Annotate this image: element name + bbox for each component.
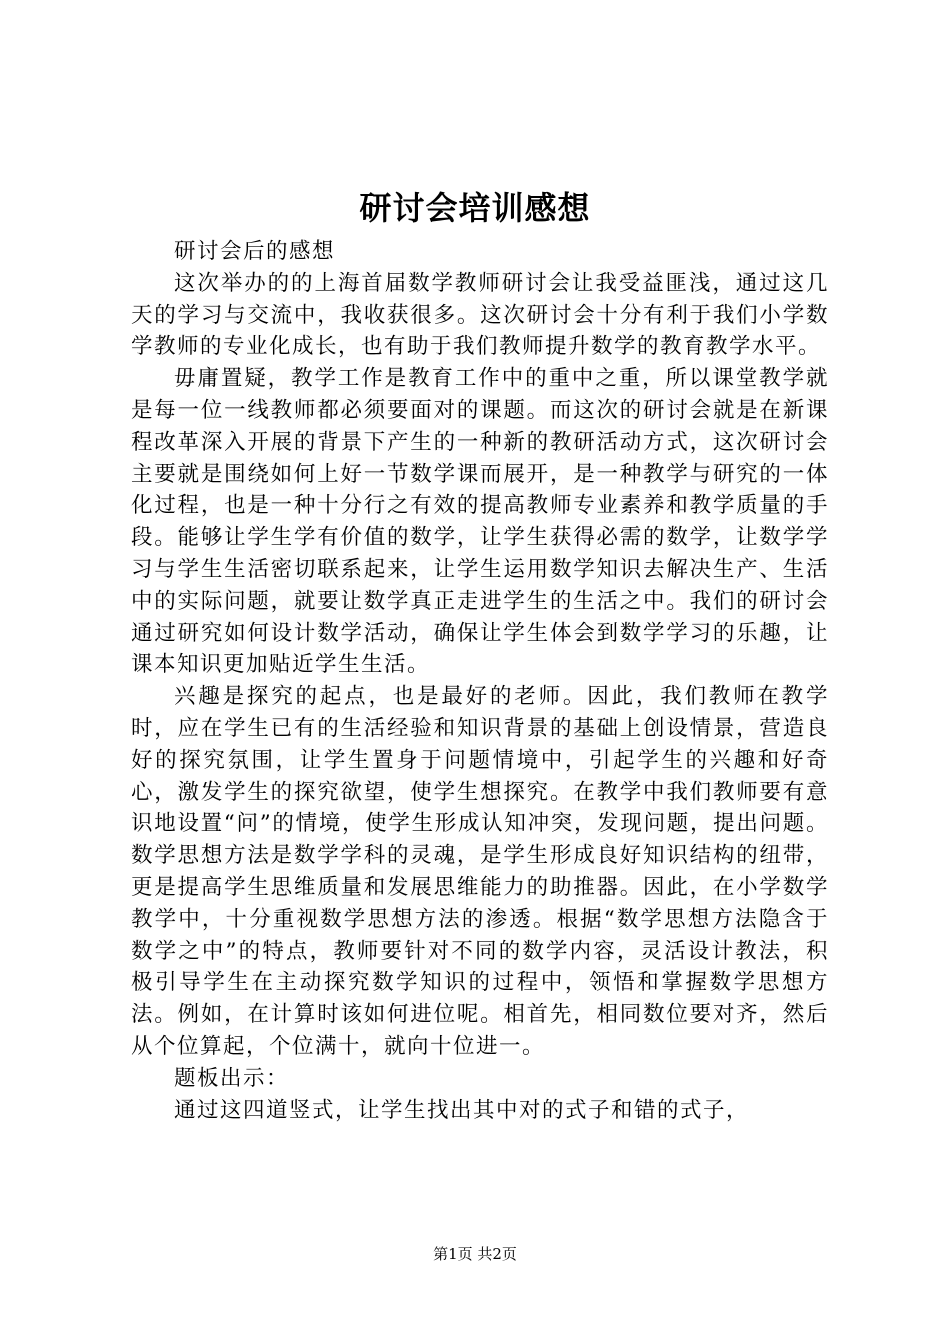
page-number-footer: 第1页 共2页	[433, 1245, 517, 1263]
document-body	[131, 236, 829, 1126]
body-paragraph: 题板出示：	[174, 1065, 290, 1091]
body-paragraph: 通过这四道竖式，让学生找出其中对的式子和错的式子，	[174, 1097, 750, 1123]
document-title: 研讨会培训感想	[359, 189, 591, 227]
body-paragraph: 兴趣是探究的起点，也是最好的老师。因此，我们教师在教学时，应在学生已有的生活经验和知识背景的基础上创设情景，营造良好的探究氛围，让学生置身于问题情境中，引起学生的兴趣和好奇心，激发学生的探究欲望，使学生想探究。在教学中我们教师要有意识地设置“问”的情境，使学生形成认知冲突，发现问题，提出问题。数学思想方法是数学学科的灵魂，是学生形成良好知识结构的纽带，更是提高学生思维质量和发展思维能力的助推器。因此，在小学数学教学中，十分重视数学思想方法的渗透。根据“数学思想方法隐含于数学之中”的特点，教师要针对不同的数学内容，灵活设计教法，积极引导学生在主动探究数学知识的过程中，领悟和掌握数学思想方法。例如，在计算时该如何进位呢。相首先，相同数位要对齐，然后从个位算起，个位满十，就向十位进一。	[131, 684, 829, 1059]
body-paragraph: 这次举办的的上海首届数学教师研讨会让我受益匪浅，通过这几天的学习与交流中，我收获很多。这次研讨会十分有利于我们小学数学教师的专业化成长，也有助于我们教师提升数学的教育教学水平。	[131, 270, 829, 360]
body-paragraph: 毋庸置疑，教学工作是教育工作中的重中之重，所以课堂教学就是每一位一线教师都必须要面对的课题。而这次的研讨会就是在新课程改革深入开展的背景下产生的一种新的教研活动方式，这次研讨会主要就是围绕如何上好一节数学课而展开，是一种教学与研究的一体化过程，也是一种十分行之有效的提高教师专业素养和教学质量的手段。能够让学生学有价值的数学，让学生获得必需的数学，让数学学习与学生生活密切联系起来，让学生运用数学知识去解决生产、生活中的实际问题，就要让数学真正走进学生的生活之中。我们的研讨会通过研究如何设计数学活动，确保让学生体会到数学学习的乐趣，让课本知识更加贴近学生生活。	[131, 366, 829, 678]
subtitle-paragraph: 研讨会后的感想	[174, 239, 336, 264]
